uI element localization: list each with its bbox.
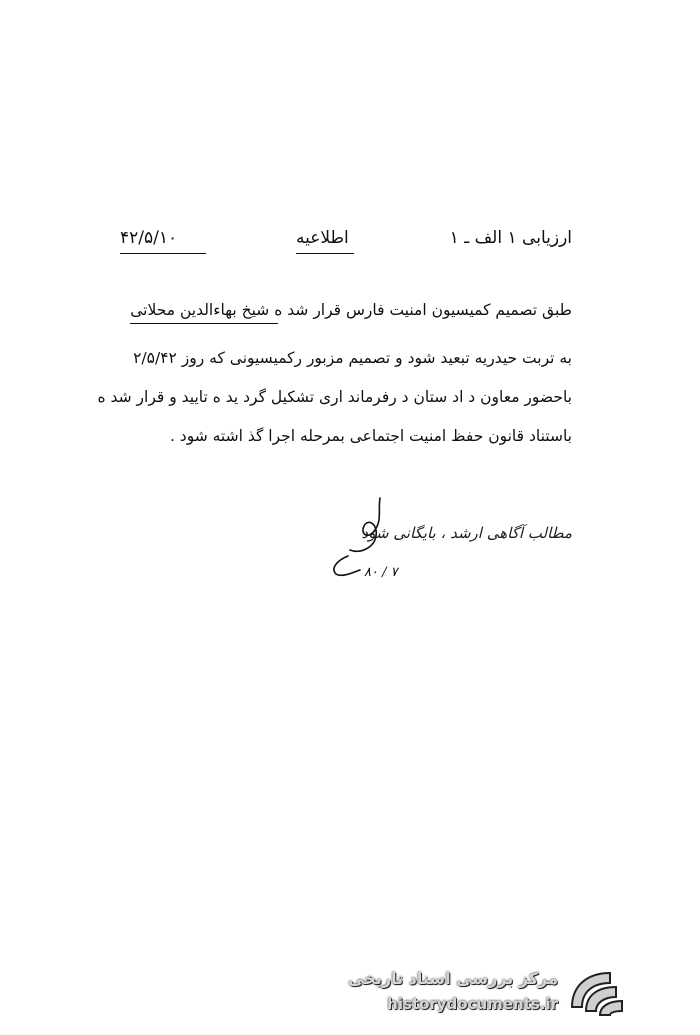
date-underline	[120, 253, 206, 254]
body-line-1: طبق تصمیم کمیسیون امنیت فارس قرار شد ه شیخ بهاءالدین محلاتی	[130, 301, 572, 319]
document-date: ۴۲/۵/۱۰	[120, 228, 178, 248]
title-underline	[296, 253, 354, 254]
watermark-name: مرکز بررسی اسناد تاریخی	[348, 969, 558, 988]
body-line-2: به تربت حیدریه تبعید شود و تصمیم مزبور رکمیسیونی که روز ۲/۵/۴۲	[133, 349, 572, 367]
name-underline	[130, 323, 278, 324]
document-category: ارزیابی ۱ الف ـ ۱	[449, 228, 572, 248]
body-line-3: باحضور معاون د اد ستان د رفرماند اری تشکیل گرد ید ه تایید و قرار شد ه	[97, 388, 572, 406]
document-title: اطلاعیه	[296, 228, 349, 248]
archive-logo-icon	[564, 967, 628, 1023]
watermark	[348, 967, 628, 1023]
handwritten-number: ۸۰ / ۷	[364, 565, 398, 580]
handwritten-signature	[320, 490, 400, 580]
handwritten-note: مطالب آگاهی ارشد ، بایگانی شود	[361, 524, 572, 542]
body-line-4: باستناد قانون حفظ امنیت اجتماعی بمرحله اجرا گذ اشته شود .	[169, 427, 572, 445]
watermark-site: historydocuments.ir	[387, 995, 558, 1013]
